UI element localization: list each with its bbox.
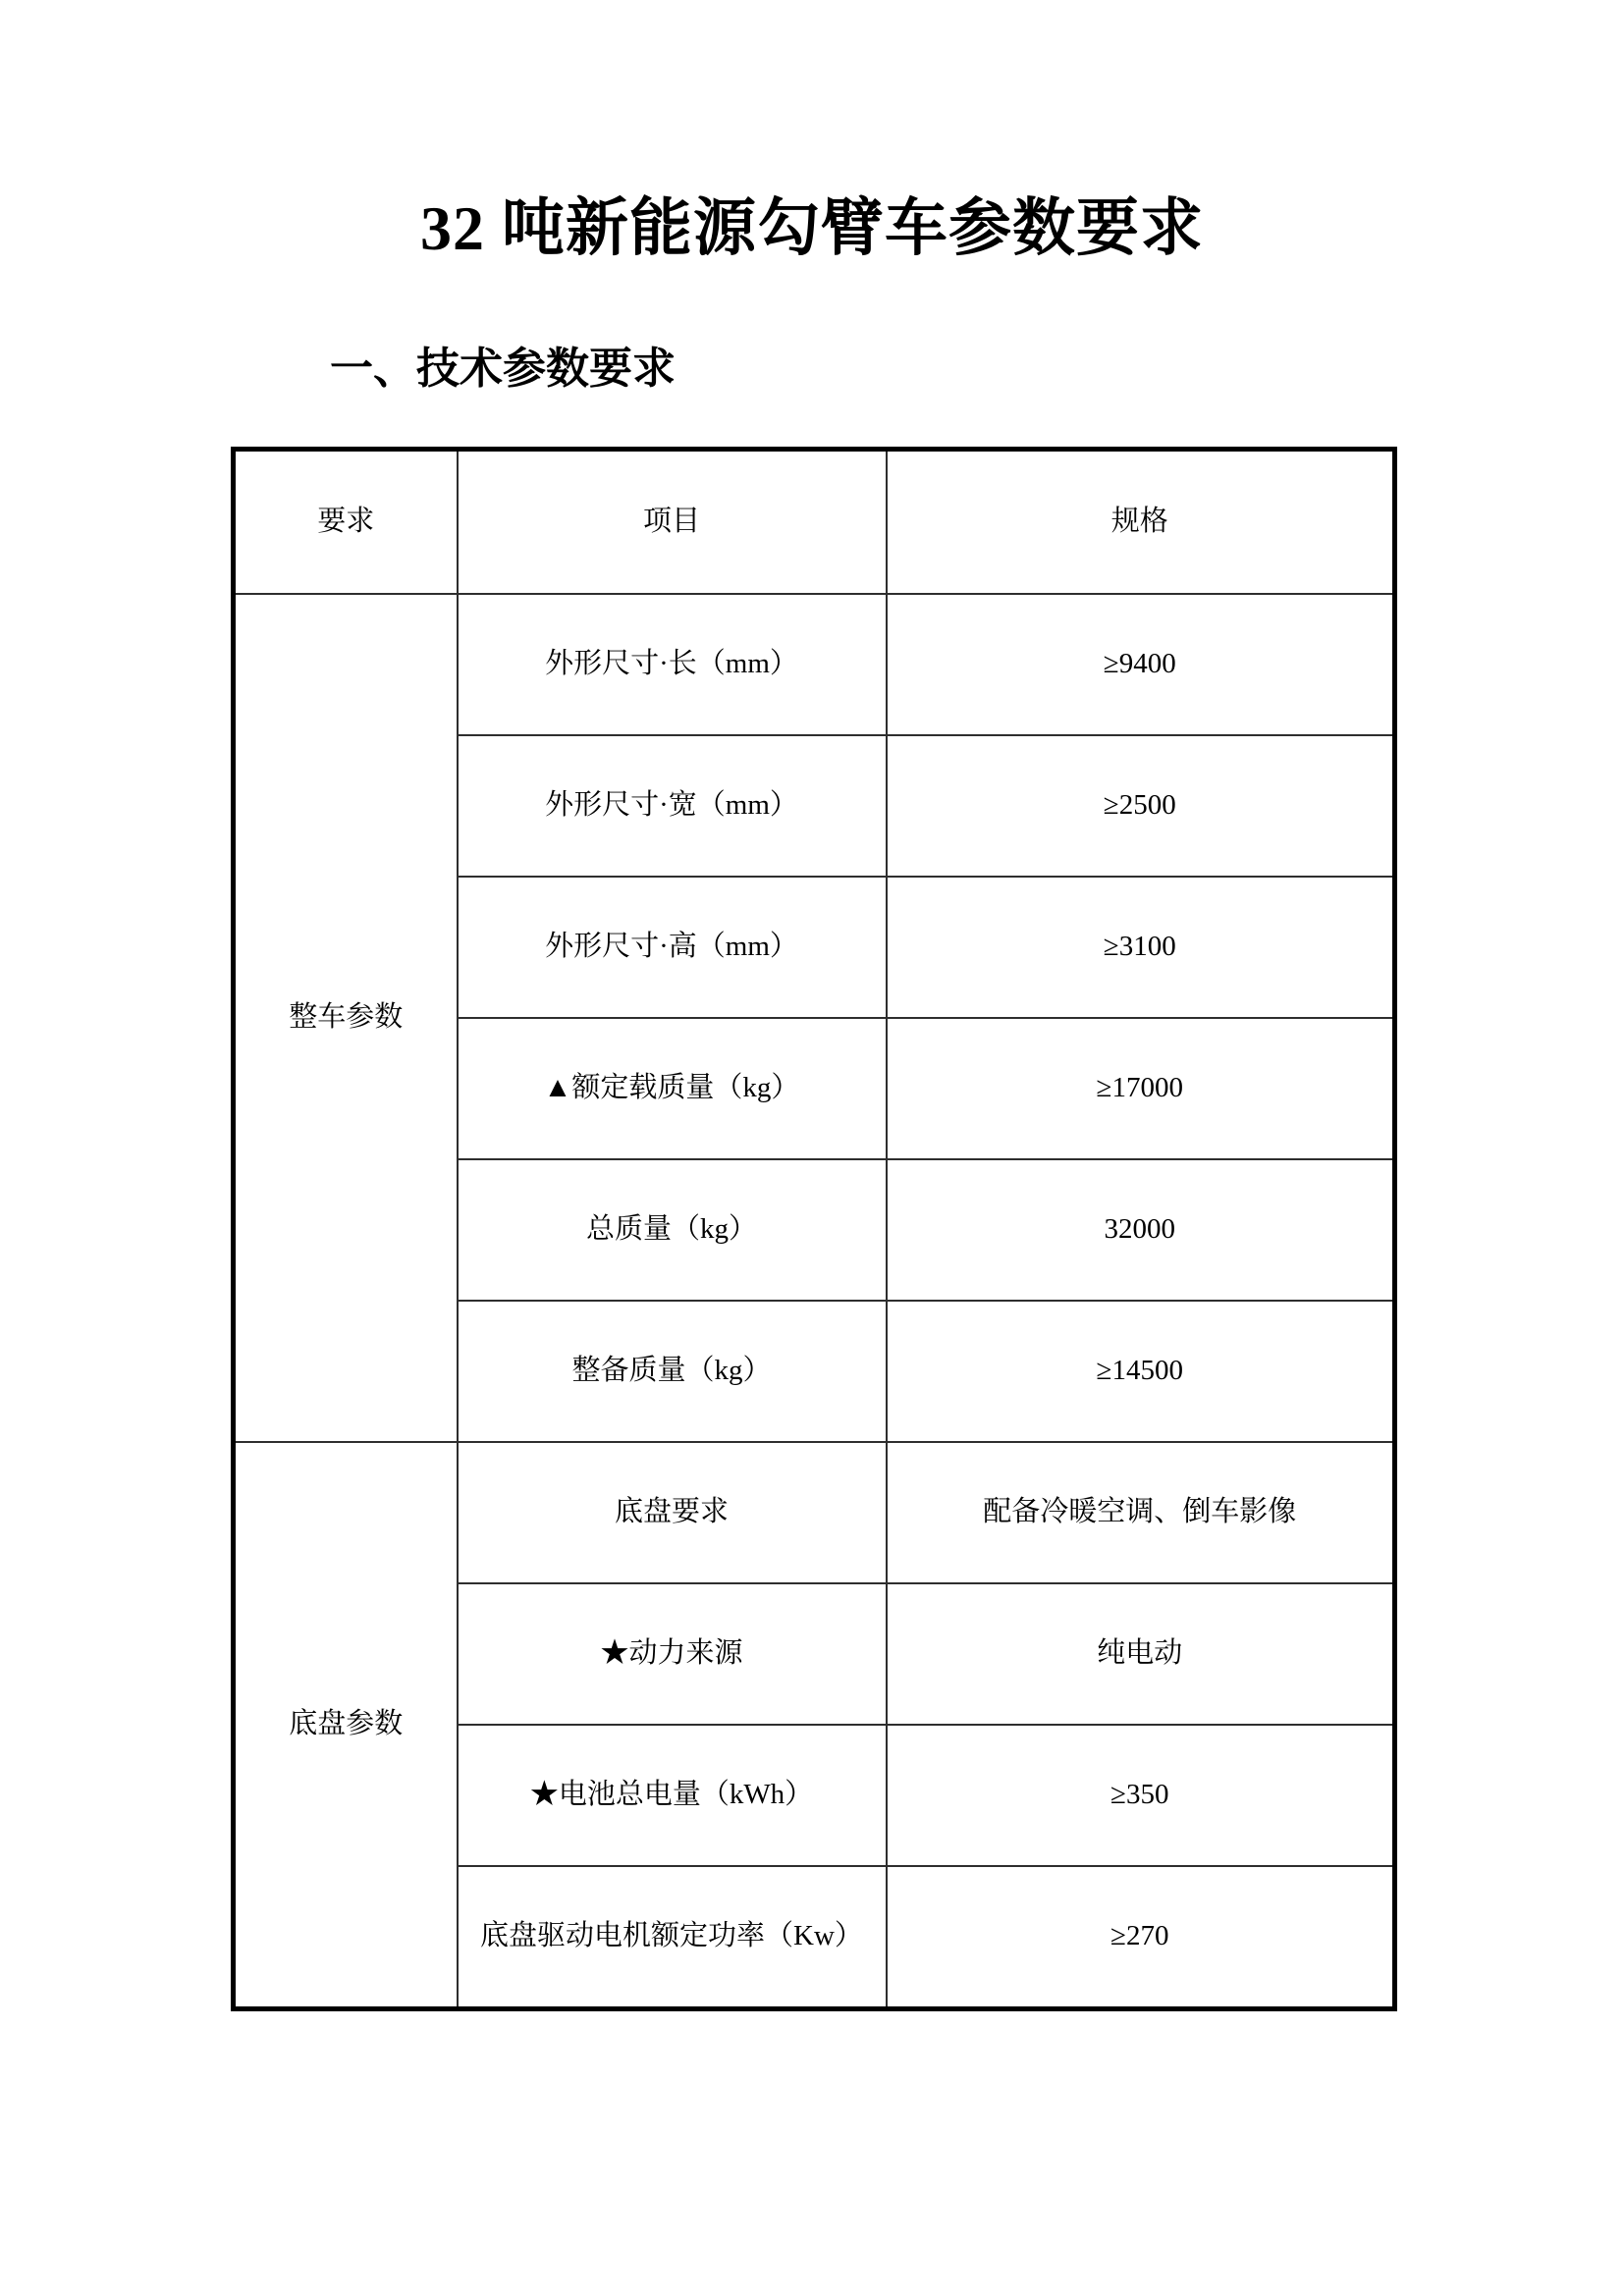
document-title: 32 吨新能源勾臂车参数要求: [420, 193, 1204, 263]
spec-cell: 纯电动: [887, 1583, 1395, 1725]
spec-cell: ≥270: [887, 1866, 1395, 2009]
item-cell: 外形尺寸·高（mm）: [458, 877, 887, 1018]
spec-cell: 32000: [887, 1159, 1395, 1301]
header-cell-item: 项目: [458, 450, 887, 595]
item-cell: 外形尺寸·长（mm）: [458, 594, 887, 735]
group-label-cell-chassis: 底盘参数: [234, 1442, 458, 2009]
spec-cell: ≥17000: [887, 1018, 1395, 1159]
item-cell: ▲额定载质量（kg）: [458, 1018, 887, 1159]
group-label-cell-vehicle: 整车参数: [234, 594, 458, 1442]
section-heading: 一、技术参数要求: [330, 345, 676, 393]
spec-cell: 配备冷暖空调、倒车影像: [887, 1442, 1395, 1583]
table-row: [234, 1442, 1395, 1583]
spec-table: [231, 447, 1397, 2011]
item-cell: 底盘要求: [458, 1442, 887, 1583]
item-cell: 外形尺寸·宽（mm）: [458, 735, 887, 877]
item-cell: ★电池总电量（kWh）: [458, 1725, 887, 1866]
spec-cell: ≥9400: [887, 594, 1395, 735]
spec-cell: ≥14500: [887, 1301, 1395, 1442]
item-cell: 整备质量（kg）: [458, 1301, 887, 1442]
item-cell: ★动力来源: [458, 1583, 887, 1725]
header-cell-spec: 规格: [887, 450, 1395, 595]
table-header-row: [234, 450, 1395, 595]
item-cell: 总质量（kg）: [458, 1159, 887, 1301]
spec-cell: ≥3100: [887, 877, 1395, 1018]
table-row: [234, 594, 1395, 735]
header-cell-requirement: 要求: [234, 450, 458, 595]
item-cell: 底盘驱动电机额定功率（Kw）: [458, 1866, 887, 2009]
spec-cell: ≥350: [887, 1725, 1395, 1866]
spec-cell: ≥2500: [887, 735, 1395, 877]
